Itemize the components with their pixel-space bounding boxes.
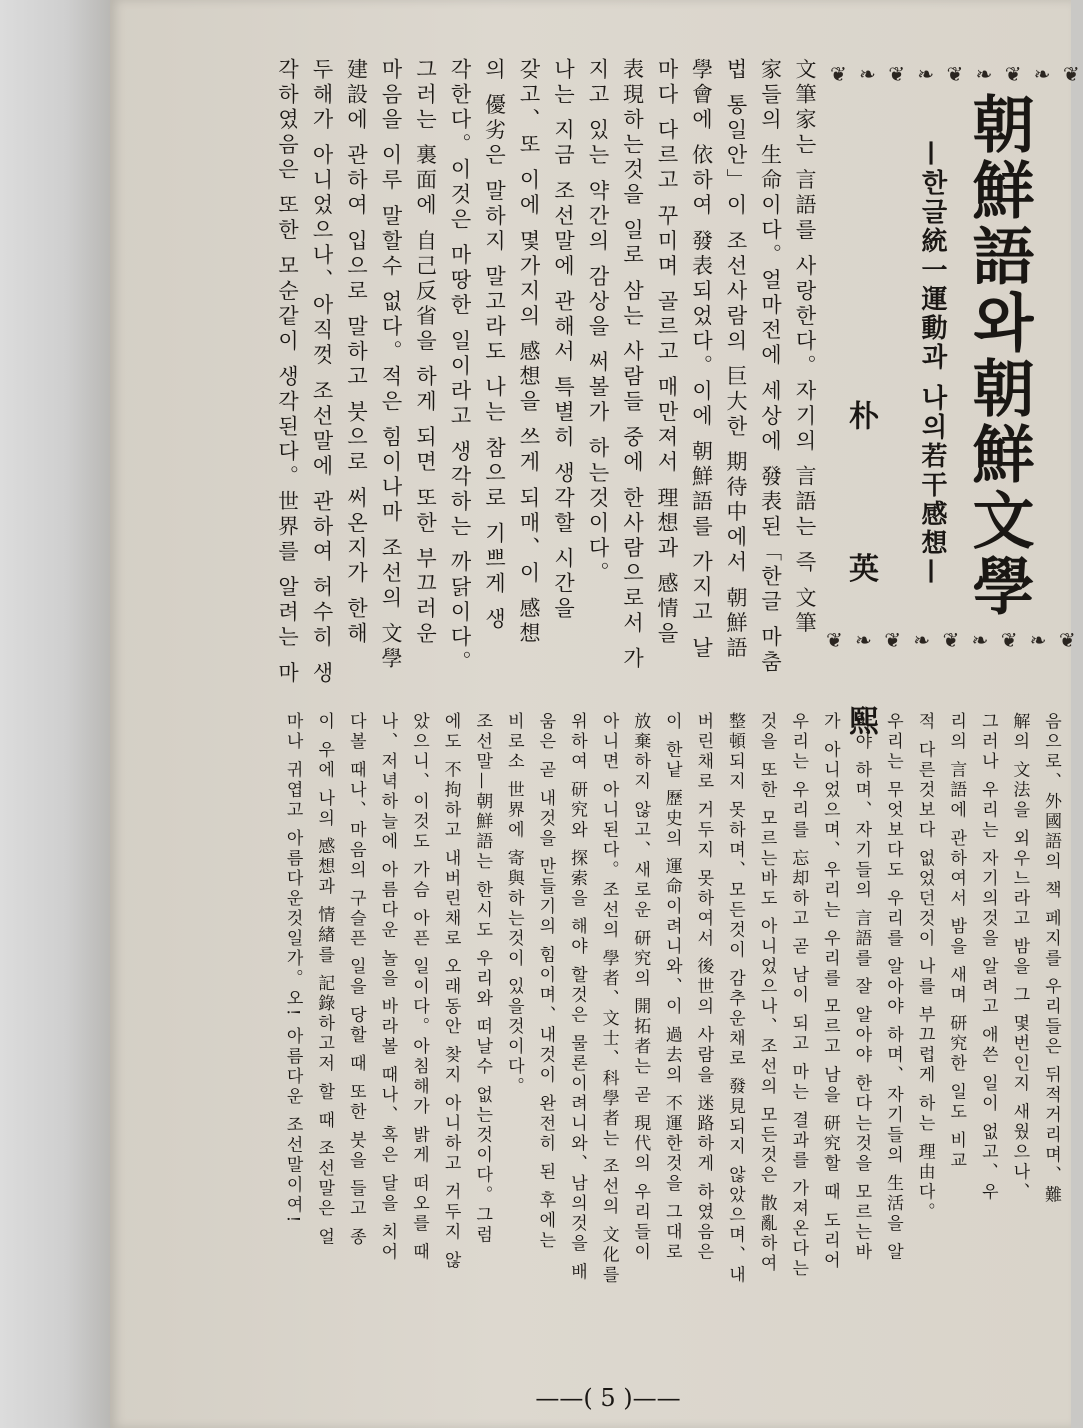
text-column: 文筆家는 言語를 사랑한다。자기의 言語는 즉 文筆 — [793, 58, 817, 637]
text-column: 마나 귀엽고 아름다운것일가。오! 아름다운 조선말이여! — [282, 712, 303, 1226]
text-column: 각하였음은 또한 모순같이 생각된다。世界를 알려는 마 — [275, 58, 300, 687]
text-column: 나는 지금 조선말에 관해서 특별히 생각할 시간을 — [551, 58, 576, 623]
text-column: 움은 곧 내것을 만들기의 힘이며、내것이 완전히 된 후에는 — [535, 712, 556, 1251]
text-column: 각한다。이것은 마땅한 일이라고 생각하는 까닭이다。 — [448, 58, 472, 676]
text-column: 마음을 이루 말할수 없다。적은 힘이나마 조선의 文學 — [379, 58, 403, 673]
text-column: 그러나 우리는 자기의것을 알려고 애쓴 일이 없고、우 — [977, 712, 998, 1203]
text-column: 그러는 裏面에 自己反省을 하게 되면 또한 부끄러운 — [413, 58, 438, 648]
text-column: 이 한낱 歷史의 運命이려니와、이 過去의 不運한것을 그대로 — [661, 712, 682, 1263]
page-number: ——( 5 )—— — [535, 1384, 681, 1412]
text-column: 建設에 관하여 입으로 말하고 붓으로 써온지가 한해 — [344, 58, 369, 648]
text-column: 解의 文法을 외우느라고 밤을 그 몇번인지 새웠으나、 — [1009, 712, 1030, 1203]
book-page — [110, 0, 1083, 1428]
text-column: 았으니、이것도 가슴 아픈 일이다。아침해가 밝게 떠오를 때 — [409, 712, 429, 1263]
text-column: 나、저녁하늘에 아름다운 놀을 바라볼 때나、혹은 달을 치어 — [377, 712, 398, 1263]
text-column: 家들의 生命이다。얼마전에 세상에 發表된「한글 마춤 — [758, 58, 783, 676]
text-column: 위하여 研究와 探索을 해야 할것은 물론이려니와、남의것을 배 — [567, 712, 587, 1283]
text-column: 음으로、外國語의 책 페지를 우리들은 뒤적거리며、難 — [1041, 712, 1061, 1206]
text-column: 放棄하지 않고、새로운 研究의 開拓者는 곧 現代의 우리들이 — [630, 712, 651, 1263]
text-column: 이 우에 나의 感想과 情緖를 記錄하고저 할 때 조선말은 얼 — [314, 712, 335, 1248]
text-column: 마다 다르고 꾸미며 골르고 매만져서 理想과 感情을 — [655, 58, 679, 648]
text-column: 두해가 아니었으나、아직껏 조선말에 관하여 허수히 생 — [310, 58, 334, 687]
text-column: 아야 하며、자기들의 言語를 잘 알아야 한다는것을 모르는바 — [851, 712, 872, 1263]
text-column: 의 優劣은 말하지 말고라도 나는 참으로 기쁘게 생 — [482, 58, 507, 633]
text-column: 지고 있는 약간의 감상을 써볼가 하는것이다。 — [586, 58, 610, 587]
text-column: 表現하는것을 일로 삼는 사람들 중에 한사람으로서 가 — [620, 58, 645, 673]
text-column: 갖고、또 이에 몇가지의 感想을 쓰게 되매、이 感想 — [517, 58, 541, 648]
text-column: 가 아니었으며、우리는 우리를 모르고 남을 研究할 때 도리어 — [819, 712, 840, 1271]
text-column: 리의 言語에 관하여서 밤을 새며 研究한 일도 비교 — [946, 712, 967, 1171]
text-column: 에도 不拘하고 내버린채로 오래동안 찾지 아니하고 거두지 않 — [440, 712, 461, 1271]
text-column: 다볼 때나、마음의 구슬픈 일을 당할 때 또한 붓을 들고 종 — [345, 712, 366, 1248]
author-name: 朴 英 熙 — [843, 400, 878, 791]
text-column: 우리는 무엇보다도 우리를 알아야 하며、자기들의 生活을 알 — [883, 712, 903, 1263]
text-column: 整頓되지 못하며、모든것이 감추운채로 發見되지 않았으며、내 — [725, 712, 745, 1286]
text-column: 조선말—朝鮮語는 한시도 우리와 떠날수 없는것이다。그럼 — [472, 712, 493, 1246]
text-column: 것을 또한 모르는바도 아니었으나、조선의 모든것은 散亂하여 — [756, 712, 777, 1275]
text-column: 버린채로 거두지 못하여서 後世의 사람을 迷路하게 하였음은 — [693, 712, 714, 1263]
text-column: 법 통일안」이 조선사람의 巨大한 期待中에서 朝鮮語 — [724, 58, 748, 662]
text-column: 적 다른것보다 없었던것이 나를 부끄럽게 하는 理由다。 — [914, 712, 935, 1223]
adjacent-page-margin — [0, 0, 110, 1428]
text-column: 아니면 아니된다。조선의 學者、文士、科學者는 조선의 文化를 — [598, 712, 619, 1286]
article-title: 朝鮮語와朝鮮文學 — [962, 92, 1035, 620]
ornament-bottom: ❦ ❧ ❦ ❧ ❦ ❧ ❦ ❧ ❦ — [826, 628, 1079, 652]
text-column: 學會에 依하여 發表되었다。이에 朝鮮語를 가지고 날 — [689, 58, 714, 662]
text-column: 비로소 世界에 寄與하는것이 있을것이다。 — [503, 712, 524, 1098]
text-column: 우리는 우리를 忘却하고 곧 남이 되고 마는 결과를 가져온다는 — [788, 712, 809, 1280]
article-subtitle: —한글統一運動과 나의若干感想— — [917, 140, 947, 588]
ornament-top: ❦ ❧ ❦ ❧ ❦ ❧ ❦ ❧ ❦ — [830, 62, 1083, 86]
